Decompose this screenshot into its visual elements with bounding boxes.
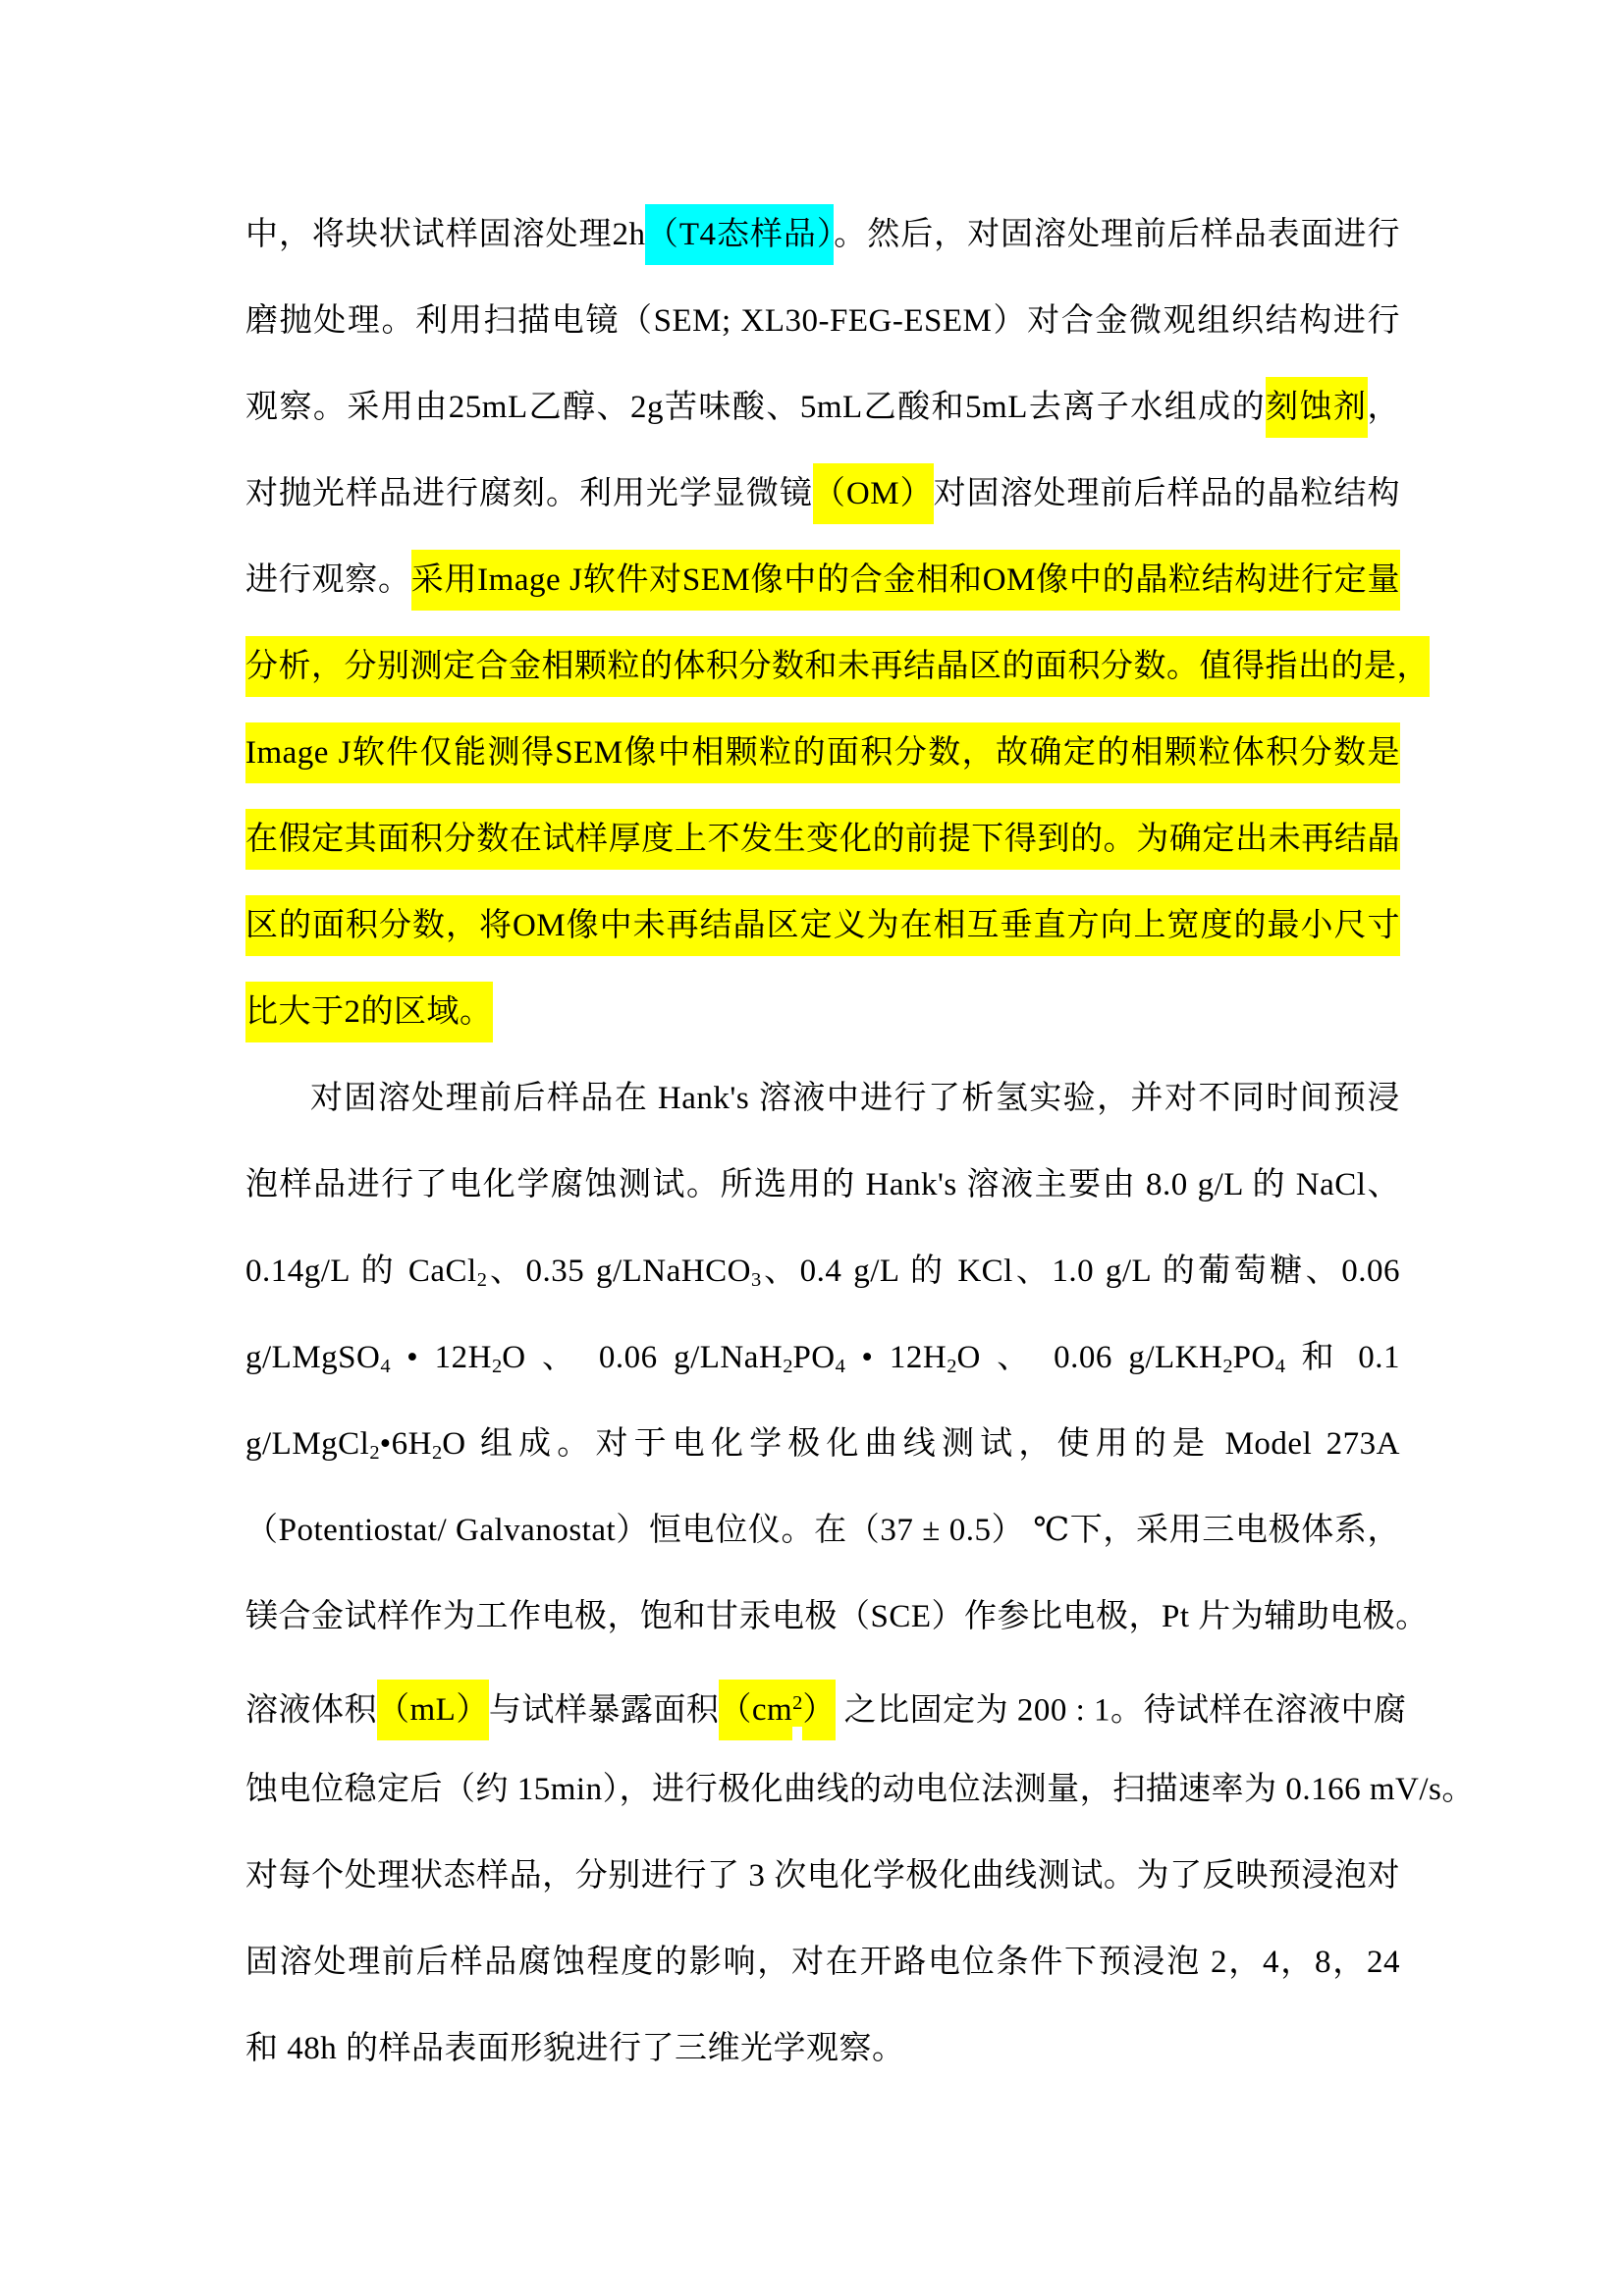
text-line — [245, 1660, 1407, 1746]
text-segment: 溶液体积 — [245, 1692, 377, 1729]
text-line — [245, 1833, 1400, 1919]
highlighted-text: 刻蚀剂 — [1266, 377, 1367, 438]
text-line — [245, 1055, 1400, 1142]
text-segment: •6H — [379, 1426, 432, 1462]
text-segment: 进行观察。 — [245, 562, 411, 598]
text-segment: 对固溶处理前后样品的晶粒结构 — [933, 476, 1401, 511]
highlighted-text: （mL） — [377, 1680, 489, 1740]
text-line — [245, 796, 1400, 882]
highlighted-text: （T4态样品） — [645, 204, 834, 265]
text-segment: 2 — [783, 1356, 793, 1378]
text-line — [245, 1142, 1400, 1228]
text-line — [245, 882, 1400, 969]
text-segment: 镁合金试样作为工作电极，饱和甘汞电极（SCE）作参比电极，Pt 片为辅助电极。 — [245, 1599, 1429, 1634]
highlighted-text: （cm — [719, 1680, 792, 1740]
text-segment: 2 — [431, 1442, 443, 1465]
text-segment: O 、 0.06 g/LNaH — [502, 1340, 784, 1375]
text-segment: 4 — [380, 1356, 391, 1378]
text-line — [245, 1746, 1475, 1833]
highlighted-text: ） — [802, 1680, 836, 1740]
text-line — [245, 1401, 1400, 1487]
highlighted-text: Image J软件仅能测得SEM像中相颗粒的面积分数，故确定的相颗粒体积分数是 — [245, 722, 1400, 783]
text-line — [245, 537, 1400, 623]
text-segment: 2 — [476, 1269, 487, 1292]
text-segment: 、0.4 g/L 的 KCl、1.0 g/L 的葡萄糖、0.06 — [761, 1254, 1400, 1289]
text-segment: 2 — [947, 1356, 957, 1378]
text-line — [245, 278, 1400, 364]
text-segment: 对固溶处理前后样品在 Hank's 溶液中进行了析氢实验，并对不同时间预浸 — [310, 1081, 1400, 1116]
highlighted-text: 分析，分别测定合金相颗粒的体积分数和未再结晶区的面积分数。值得指出的是， — [245, 636, 1430, 697]
text-segment: PO — [1232, 1340, 1275, 1375]
text-segment: 之比固定为 200 : 1。待试样在溶液中腐 — [835, 1692, 1407, 1729]
text-line — [245, 364, 1400, 451]
text-line — [245, 969, 1400, 1055]
text-line — [245, 623, 1430, 710]
text-segment: 和 0.1 — [1284, 1340, 1401, 1375]
text-segment: 与试样暴露面积 — [488, 1692, 720, 1729]
text-line — [245, 451, 1400, 537]
text-line — [245, 2005, 1400, 2092]
highlighted-text: 采用Image J软件对SEM像中的合金相和OM像中的晶粒结构进行定量 — [411, 550, 1400, 611]
text-segment: 、0.35 g/LNaHCO — [486, 1254, 751, 1289]
text-segment: 。然后，对固溶处理前后样品表面进行 — [834, 217, 1401, 252]
text-segment: 泡样品进行了电化学腐蚀测试。所选用的 Hank's 溶液主要由 8.0 g/L 的 NaCl、 — [245, 1167, 1400, 1202]
text-segment: 3 — [750, 1269, 762, 1292]
text-line — [245, 1574, 1429, 1660]
highlighted-text: 比大于2的区域。 — [245, 982, 493, 1042]
text-segment: g/LMgSO — [245, 1340, 381, 1375]
highlighted-text: 在假定其面积分数在试样厚度上不发生变化的前提下得到的。为确定出未再结晶 — [245, 809, 1400, 870]
text-line — [245, 1919, 1400, 2005]
text-segment: 固溶处理前后样品腐蚀程度的影响，对在开路电位条件下预浸泡 2，4，8，24 — [245, 1945, 1400, 1980]
text-segment: g/LMgCl — [245, 1426, 370, 1462]
paragraph — [245, 1055, 1475, 2092]
text-segment: O 组成。对于电化学极化曲线测试，使用的是 Model 273A — [442, 1426, 1400, 1462]
text-line — [245, 710, 1400, 796]
text-segment: （Potentiostat/ Galvanostat）恒电位仪。在（37 ± 0.5） ℃下，采用三电极体系， — [245, 1513, 1400, 1548]
text-segment: 和 48h 的样品表面形貌进行了三维光学观察。 — [245, 2031, 905, 2066]
highlighted-text: 2 — [792, 1680, 802, 1727]
text-line — [245, 1228, 1400, 1314]
text-segment: 对每个处理状态样品，分别进行了 3 次电化学极化曲线测试。为了反映预浸泡对 — [245, 1858, 1400, 1894]
text-segment: 4 — [1274, 1356, 1285, 1378]
text-segment: 观察。采用由25mL乙醇、2g苦味酸、5mL乙酸和5mL去离子水组成的 — [245, 390, 1267, 425]
highlighted-text: 区的面积分数，将OM像中未再结晶区定义为在相互垂直方向上宽度的最小尺寸 — [245, 895, 1400, 956]
paragraph — [245, 191, 1430, 1055]
text-segment: 2 — [1222, 1356, 1233, 1378]
text-segment: • 12H — [844, 1340, 947, 1375]
text-segment: 2 — [369, 1442, 380, 1465]
text-line — [245, 191, 1400, 278]
text-segment: 磨抛处理。利用扫描电镜（SEM; XL30-FEG-ESEM）对合金微观组织结构进行 — [245, 303, 1400, 339]
text-segment: • 12H — [390, 1340, 492, 1375]
text-segment: 0.14g/L 的 CaCl — [245, 1254, 477, 1289]
text-segment: PO — [792, 1340, 836, 1375]
text-segment: 4 — [835, 1356, 845, 1378]
text-segment: 对抛光样品进行腐刻。利用光学显微镜 — [245, 476, 813, 511]
document-body — [245, 191, 1475, 2092]
text-line — [245, 1314, 1400, 1401]
text-line — [245, 1487, 1400, 1574]
text-segment: 中，将块状试样固溶处理2h — [245, 217, 646, 252]
text-segment: O 、 0.06 g/LKH — [956, 1340, 1223, 1375]
text-segment: 2 — [491, 1356, 503, 1378]
text-segment: 蚀电位稳定后（约 15min），进行极化曲线的动电位法测量，扫描速率为 0.166 mV/s。 — [245, 1772, 1475, 1807]
highlighted-text: （OM） — [813, 463, 934, 524]
text-segment: ， — [1367, 390, 1400, 425]
